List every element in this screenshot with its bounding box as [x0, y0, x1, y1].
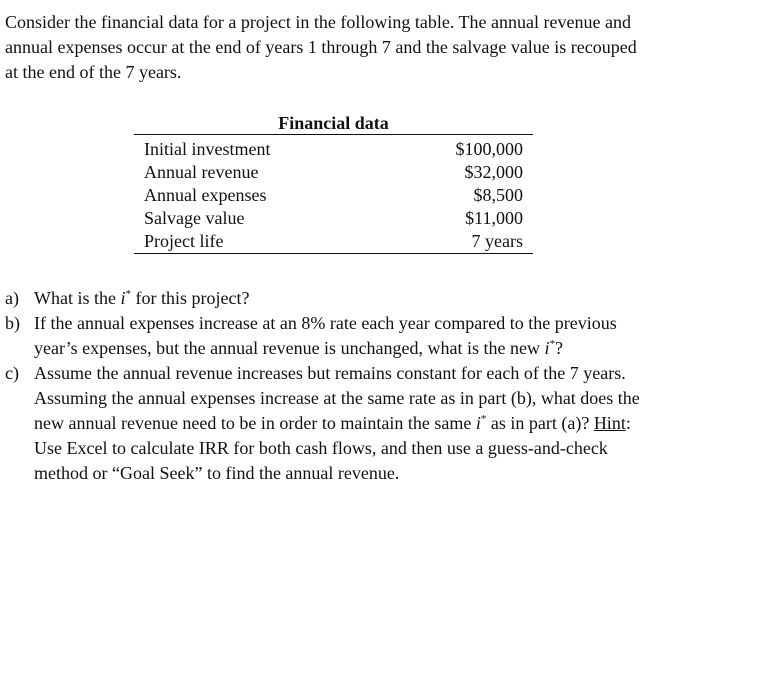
question-c [5, 361, 765, 486]
row-value: $100,000 [455, 139, 523, 159]
irr-symbol: i [120, 288, 126, 308]
row-value: $32,000 [464, 162, 523, 182]
row-value: $8,500 [473, 185, 523, 205]
question-line [34, 336, 765, 361]
question-line: method or “Goal Seek” to find the annual revenue. [34, 463, 400, 483]
table-row [134, 161, 533, 184]
intro-line-2: annual expenses occur at the end of years 1 through 7 and the salvage value is recouped [5, 37, 637, 57]
row-value: 7 years [471, 231, 523, 251]
question-line: Assume the annual revenue increases but remains constant for each of the 7 years. [34, 363, 626, 383]
irr-symbol: i [475, 413, 481, 433]
question-list [5, 286, 765, 486]
row-label: Initial investment [144, 139, 271, 159]
question-b [5, 311, 765, 361]
financial-data-table [134, 112, 533, 254]
table-row [134, 230, 533, 254]
question-line: If the annual expenses increase at an 8% rate each year compared to the previous [34, 313, 617, 333]
question-line: Assuming the annual expenses increase at the same rate as in part (b), what does the [34, 388, 640, 408]
irr-symbol: i [544, 338, 550, 358]
row-label: Salvage value [144, 208, 245, 228]
question-text: as in part (a)? [486, 413, 594, 433]
question-marker: c) [5, 363, 19, 383]
row-label: Annual revenue [144, 162, 259, 182]
question-text: for this project? [131, 288, 250, 308]
question-marker: b) [5, 313, 20, 333]
hint-colon: : [625, 413, 631, 433]
irr-symbol-sup: * [549, 338, 556, 350]
question-text: new annual revenue need to be in order to maintain the same [34, 413, 476, 433]
row-label: Annual expenses [144, 185, 267, 205]
irr-symbol-sup: * [125, 288, 131, 300]
question-text: ? [555, 338, 564, 358]
row-label: Project life [144, 231, 224, 251]
table-row [134, 184, 533, 207]
intro-line-3: at the end of the 7 years. [5, 62, 182, 82]
irr-symbol-sup: * [480, 413, 487, 425]
hint-label: Hint [593, 413, 626, 433]
question-line [34, 411, 765, 436]
financial-table-body [134, 135, 533, 254]
question-text: year’s expenses, but the annual revenue is unchanged, what is the new [34, 338, 545, 358]
question-line: Use Excel to calculate IRR for both cash flows, and then use a guess-and-check [34, 438, 608, 458]
table-title: Financial data [134, 112, 533, 135]
table-row [134, 207, 533, 230]
question-a [5, 286, 765, 311]
problem-intro [5, 10, 705, 85]
row-value: $11,000 [465, 208, 523, 228]
question-text: What is the [34, 288, 121, 308]
question-marker: a) [5, 288, 19, 308]
intro-line-1: Consider the financial data for a project in the following table. The annual revenue and [5, 12, 631, 32]
question-line [34, 286, 765, 311]
table-row [134, 135, 533, 161]
